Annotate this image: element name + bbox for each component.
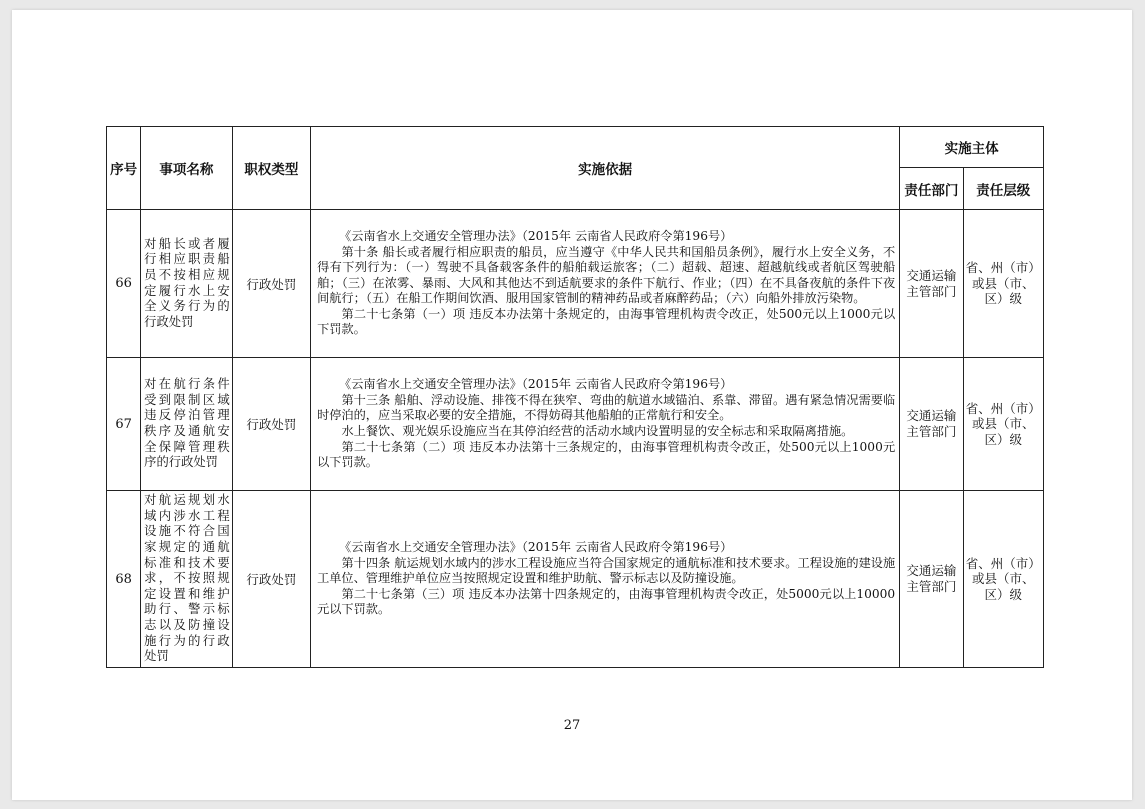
basis-paragraph: 《云南省水上交通安全管理办法》（2015年 云南省人民政府令第196号） xyxy=(339,228,733,243)
header-index: 序号 xyxy=(107,127,141,210)
row-dept: 交通运输主管部门 xyxy=(900,210,963,358)
row-index: 66 xyxy=(107,210,141,358)
row-basis xyxy=(311,358,900,491)
row-dept: 交通运输主管部门 xyxy=(900,491,963,668)
basis-paragraph: 第二十七条第（一）项 违反本办法第十条规定的，由海事管理机构责令改正，处500元以上1000元以下罚款。 xyxy=(317,306,896,337)
row-basis xyxy=(311,491,900,668)
row-level: 省、州（市）或县（市、区）级 xyxy=(963,358,1043,491)
row-name: 对航运规划水域内涉水工程设施不符合国家规定的通航标准和技术要求，不按照规定设置和维护助行、警示标志以及防撞设施行为的行政处罚 xyxy=(141,491,232,668)
basis-paragraph: 第二十七条第（三）项 违反本办法第十四条规定的，由海事管理机构责令改正，处5000元以上10000元以下罚款。 xyxy=(317,586,896,617)
basis-paragraph: 水上餐饮、观光娱乐设施应当在其停泊经营的活动水域内设置明显的安全标志和采取隔离措施。 xyxy=(341,424,854,438)
row-index: 68 xyxy=(107,491,141,668)
row-basis xyxy=(311,210,900,358)
row-type: 行政处罚 xyxy=(232,210,310,358)
row-name: 对在航行条件受到限制区域违反停泊管理秩序及通航安全保障管理秩序的行政处罚 xyxy=(141,358,232,491)
table-row xyxy=(107,210,1044,358)
header-level: 责任层级 xyxy=(963,168,1043,210)
table-row xyxy=(107,358,1044,491)
basis-paragraph: 第二十七条第（二）项 违反本办法第十三条规定的，由海事管理机构责令改正，处500元以上1000元以下罚款。 xyxy=(317,439,896,470)
row-type: 行政处罚 xyxy=(232,491,310,668)
header-subject: 实施主体 xyxy=(900,127,1044,168)
row-name: 对船长或者履行相应职责船员不按相应规定履行水上安全义务行为的行政处罚 xyxy=(141,210,232,358)
row-index: 67 xyxy=(107,358,141,491)
header-basis: 实施依据 xyxy=(311,127,900,210)
authority-table xyxy=(106,126,1044,668)
page-number: 27 xyxy=(563,718,581,733)
row-level: 省、州（市）或县（市、区）级 xyxy=(963,210,1043,358)
basis-paragraph: 《云南省水上交通安全管理办法》（2015年 云南省人民政府令第196号） xyxy=(339,377,733,392)
basis-paragraph: 第十四条 航运规划水域内的涉水工程设施应当符合国家规定的通航标准和技术要求。工程设施的建设施工单位、管理维护单位应当按照规定设置和维护助航、警示标志以及防撞设施。 xyxy=(317,555,896,586)
table-row xyxy=(107,491,1044,668)
header-dept: 责任部门 xyxy=(900,168,963,210)
document-page xyxy=(12,10,1132,800)
row-level: 省、州（市）或县（市、区）级 xyxy=(963,491,1043,668)
row-dept: 交通运输主管部门 xyxy=(900,358,963,491)
row-type: 行政处罚 xyxy=(232,358,310,491)
basis-paragraph: 第十条 船长或者履行相应职责的船员，应当遵守《中华人民共和国船员条例》，履行水上安全义务，不得有下列行为：（一）驾驶不具备载客条件的船舶载运旅客；（二）超载、超速、超越航线或者航区驾驶船舶；（三）在浓雾、暴雨、大风和其他达不到适航要求的条件下航行、作业；（四）在不具备夜航的条件下夜间航行；（五）在船工作期间饮酒、服用国家管制的精神药品或者麻醉药品；（六）向船外排放污染物。 xyxy=(317,244,896,306)
basis-paragraph: 《云南省水上交通安全管理办法》（2015年 云南省人民政府令第196号） xyxy=(339,540,733,555)
header-name: 事项名称 xyxy=(141,127,232,210)
basis-paragraph: 第十三条 船舶、浮动设施、排筏不得在狭窄、弯曲的航道水域锚泊、系靠、滞留。遇有紧急情况需要临时停泊的，应当采取必要的安全措施，不得妨碍其他船舶的正常航行和安全。 xyxy=(317,392,896,423)
header-type: 职权类型 xyxy=(232,127,310,210)
